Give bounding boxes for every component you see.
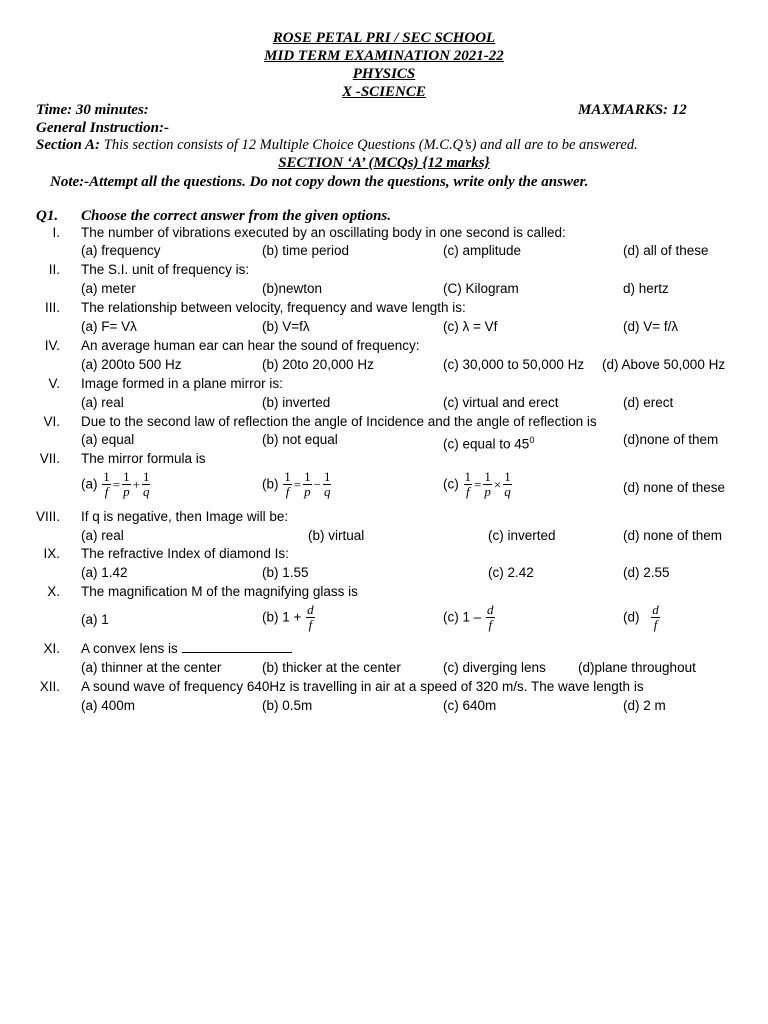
- option-a: (a) 1: [81, 612, 109, 627]
- option-d: (d) V= f/λ: [623, 319, 679, 334]
- question-text: The number of vibrations executed by an oscillating body in one second is called:: [81, 225, 566, 240]
- question-number: VII.: [39, 451, 60, 466]
- option-a: (a) equal: [81, 432, 135, 447]
- section-heading: SECTION ‘A’ (MCQs) {12 marks}: [278, 155, 490, 171]
- question-number: VI.: [43, 414, 60, 429]
- option-c: (C) Kilogram: [443, 281, 519, 296]
- class-title: X -SCIENCE: [342, 84, 426, 100]
- q1-number: Q1.: [36, 208, 59, 224]
- option-d: (d)none of them: [623, 432, 719, 447]
- question-text: If q is negative, then Image will be:: [81, 509, 289, 524]
- option-d: d) hertz: [623, 281, 669, 296]
- option-b: (b) time period: [262, 243, 350, 258]
- option-a: (a) 1.42: [81, 565, 128, 580]
- fraction-1-over-p: $\frac{1}{p}$: [304, 469, 311, 499]
- option-c: (c) 640m: [443, 698, 497, 713]
- option-b-label: (b): [262, 476, 279, 492]
- option-d: (d) 2.55: [623, 565, 670, 580]
- answer-blank: [182, 640, 292, 653]
- question-number: II.: [48, 262, 60, 277]
- option-d: (d)plane throughout: [578, 660, 696, 675]
- option-b: (b) $\frac{1}{f}$ = $\frac{1}{p}$ − $\frac{1}{q}$: [262, 469, 331, 499]
- option-b: (b) thicker at the center: [262, 660, 401, 675]
- fraction-d-over-f: $\frac{d}{f}$: [307, 602, 314, 632]
- question-number: V.: [48, 376, 60, 391]
- option-a: (a) frequency: [81, 243, 161, 258]
- option-c: (c) 30,000 to 50,000 Hz: [443, 357, 585, 372]
- option-d: [623, 603, 661, 632]
- question-text-line: [81, 640, 292, 658]
- option-a: (a) thinner at the center: [81, 660, 222, 675]
- option-b: (b) 1.55: [262, 565, 309, 580]
- option-c-label: (c) 1 –: [443, 609, 482, 625]
- option-a: (a) 400m: [81, 698, 136, 713]
- question-text: A convex lens is: [81, 641, 178, 656]
- fraction-1-over-p: $\frac{1}{p}$: [484, 469, 491, 499]
- option-c: (c) $\frac{1}{f}$ = $\frac{1}{p}$ × $\frac{1}{q}$: [443, 469, 511, 499]
- note: Note:-Attempt all the questions. Do not copy down the questions, write only the answer.: [50, 174, 589, 190]
- max-marks: MAXMARKS: 12: [578, 102, 687, 118]
- school-name: ROSE PETAL PRI / SEC SCHOOL: [272, 30, 496, 46]
- question-text: The relationship between velocity, frequency and wave length is:: [81, 300, 466, 315]
- option-c-text: (c) equal to 45: [443, 436, 530, 452]
- fraction-1-over-f: $\frac{1}{f}$: [464, 469, 472, 499]
- fraction-1-over-p: $\frac{1}{p}$: [123, 469, 130, 499]
- question-text: A sound wave of frequency 640Hz is travelling in air at a speed of 320 m/s. The wave length is: [81, 679, 644, 694]
- time-label: Time: 30 minutes:: [36, 102, 149, 118]
- option-d-label: (d): [623, 609, 640, 625]
- option-b: (b) 0.5m: [262, 698, 313, 713]
- question-number: III.: [44, 300, 60, 315]
- question-text: The magnification M of the magnifying glass is: [81, 584, 358, 599]
- subject-title: PHYSICS: [352, 66, 416, 82]
- option-b: (b) not equal: [262, 432, 338, 447]
- fraction-1-over-f: $\frac{1}{f}$: [103, 469, 110, 499]
- option-c: [443, 431, 534, 454]
- option-b: (b)newton: [262, 281, 323, 296]
- exam-title: MID TERM EXAMINATION 2021-22: [264, 48, 504, 64]
- option-c: [443, 603, 496, 632]
- question-text: Image formed in a plane mirror is:: [81, 376, 283, 391]
- question-number: XII.: [39, 679, 60, 694]
- general-instruction: General Instruction:-: [36, 120, 169, 136]
- fraction-1-over-f: $\frac{1}{f}$: [284, 469, 291, 499]
- section-a-text: This section consists of 12 Multiple Choice Questions (M.C.Q’s) and all are to be answered.: [103, 137, 638, 153]
- fraction-d-over-f: $\frac{d}{f}$: [652, 602, 659, 632]
- question-text: The refractive Index of diamond Is:: [81, 546, 289, 561]
- question-text: The S.I. unit of frequency is:: [81, 262, 250, 277]
- degree-superscript: 0: [529, 435, 535, 445]
- option-a: (a) 200to 500 Hz: [81, 357, 182, 372]
- fraction-1-over-q: $\frac{1}{q}$: [504, 469, 511, 499]
- option-c: (c) virtual and erect: [443, 395, 559, 410]
- option-b: (b) V=fλ: [262, 319, 310, 334]
- question-text: An average human ear can hear the sound of frequency:: [81, 338, 420, 353]
- fraction-1-over-q: $\frac{1}{q}$: [323, 469, 331, 499]
- option-c: (c) 2.42: [488, 565, 534, 580]
- option-d: (d) Above 50,000 Hz: [602, 357, 726, 372]
- option-b: [262, 603, 316, 632]
- question-number: XI.: [43, 641, 60, 656]
- option-a: (a) $\frac{1}{f}$ = $\frac{1}{p}$ + $\frac{1}{q}$: [81, 469, 150, 499]
- option-d: (d) none of these: [623, 480, 726, 495]
- section-a-label: Section A:: [36, 137, 101, 153]
- option-a: (a) real: [81, 528, 124, 543]
- fraction-d-over-f: $\frac{d}{f}$: [487, 602, 494, 632]
- option-b: (b) 20to 20,000 Hz: [262, 357, 374, 372]
- question-number: IV.: [44, 338, 60, 353]
- option-a: (a) meter: [81, 281, 136, 296]
- option-d: (d) erect: [623, 395, 674, 410]
- question-text: Due to the second law of reflection the angle of Incidence and the angle of reflection is: [81, 414, 597, 429]
- option-d: (d) none of them: [623, 528, 723, 543]
- option-a: (a) F= Vλ: [81, 319, 137, 334]
- option-c: (c) inverted: [488, 528, 556, 543]
- option-a: (a) real: [81, 395, 124, 410]
- option-c: (c) diverging lens: [443, 660, 546, 675]
- question-number: IX.: [43, 546, 60, 561]
- question-number: I.: [52, 225, 60, 240]
- option-c-label: (c): [443, 476, 459, 492]
- fraction-1-over-q: $\frac{1}{q}$: [142, 469, 150, 499]
- question-text: The mirror formula is: [81, 451, 206, 466]
- option-b: (b) inverted: [262, 395, 331, 410]
- option-a-label: (a): [81, 476, 98, 492]
- question-number: X.: [47, 584, 60, 599]
- option-d: (d) 2 m: [623, 698, 666, 713]
- section-a-line: [36, 136, 638, 154]
- option-c: (c) λ = Vf: [443, 319, 498, 334]
- q1-heading: Choose the correct answer from the given options.: [81, 208, 392, 224]
- option-d: (d) all of these: [623, 243, 709, 258]
- option-c: (c) amplitude: [443, 243, 522, 258]
- question-number: VIII.: [35, 509, 60, 524]
- option-b: (b) virtual: [308, 528, 365, 543]
- option-b-label: (b) 1 +: [262, 609, 302, 625]
